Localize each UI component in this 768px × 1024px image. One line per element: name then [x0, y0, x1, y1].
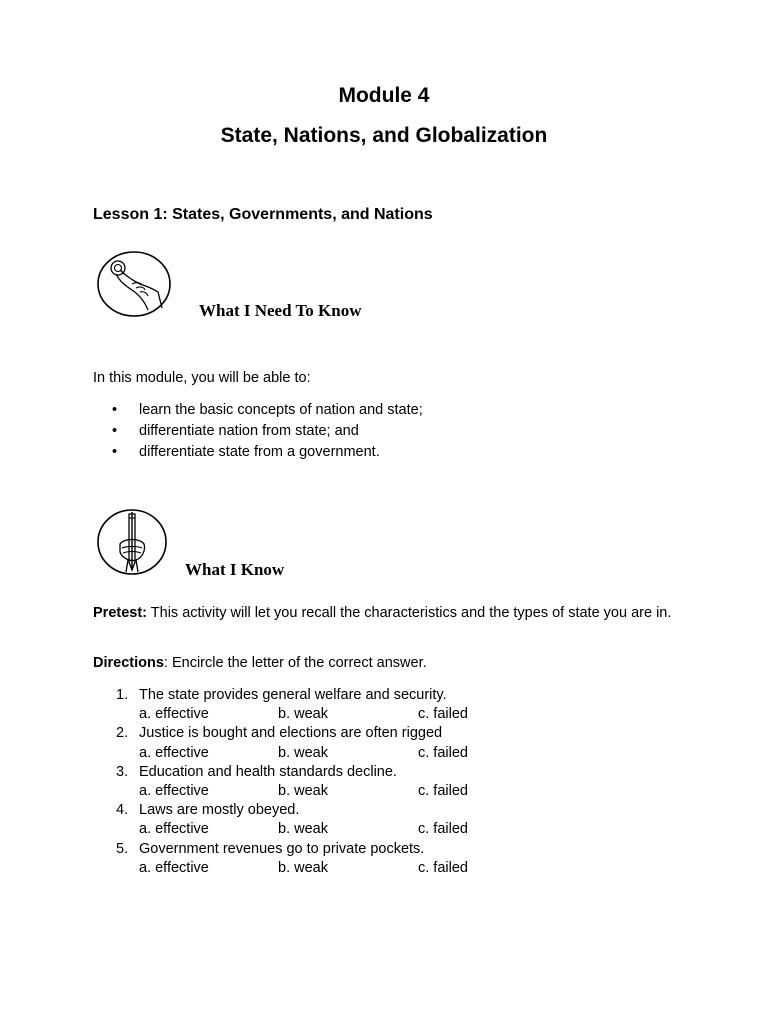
hand-pointing-icon	[96, 250, 174, 320]
question-item: 5. Government revenues go to private pockets. a. effective b. weak c. failed	[116, 840, 447, 878]
pretest-paragraph	[93, 604, 678, 623]
pretest-label: Pretest:	[93, 605, 147, 621]
lesson-title: Lesson 1: States, Governments, and Nations	[93, 206, 433, 223]
objectives-intro: In this module, you will be able to:	[93, 370, 311, 386]
option-c[interactable]: c. failed	[418, 706, 468, 723]
list-item: • differentiate nation from state; and	[112, 423, 359, 439]
question-item: 3. Education and health standards decline. a. effective b. weak c. failed	[116, 763, 447, 801]
section-heading-need-to-know: What I Need To Know	[199, 301, 362, 320]
question-text: Government revenues go to private pockets.	[139, 840, 425, 857]
question-item: 4. Laws are mostly obeyed. a. effective b. weak c. failed	[116, 801, 447, 839]
option-b[interactable]: b. weak	[278, 821, 328, 838]
question-text: Laws are mostly obeyed.	[139, 802, 300, 819]
option-a[interactable]: a. effective	[139, 744, 209, 761]
question-text: Justice is bought and elections are often rigged	[139, 725, 443, 742]
option-c[interactable]: c. failed	[418, 859, 468, 876]
question-text: The state provides general welfare and security.	[139, 687, 447, 703]
option-c[interactable]: c. failed	[418, 782, 468, 799]
question-text: Education and health standards decline.	[139, 763, 397, 780]
option-a[interactable]: a. effective	[139, 821, 209, 838]
option-c[interactable]: c. failed	[418, 744, 468, 761]
hand-pencil-icon	[96, 508, 174, 578]
option-c[interactable]: c. failed	[418, 821, 468, 838]
question-item: 1. The state provides general welfare and security. a. effective b. weak c. failed	[116, 686, 447, 724]
directions-label: Directions	[93, 655, 164, 671]
module-number: Module 4	[338, 84, 430, 107]
section-heading-what-i-know: What I Know	[185, 560, 285, 579]
objectives-list	[112, 400, 423, 463]
option-a[interactable]: a. effective	[139, 706, 209, 723]
option-b[interactable]: b. weak	[278, 859, 328, 876]
pretest-questions	[116, 686, 468, 878]
directions-paragraph	[93, 654, 427, 673]
option-a[interactable]: a. effective	[139, 859, 209, 876]
question-item: 2. Justice is bought and elections are often rigged a. effective b. weak c. failed	[116, 724, 447, 762]
option-b[interactable]: b. weak	[278, 744, 328, 761]
pretest-text: This activity will let you recall the characteristics and the types of state you are in.	[147, 605, 672, 621]
option-a[interactable]: a. effective	[139, 782, 209, 799]
option-b[interactable]: b. weak	[278, 706, 328, 723]
option-b[interactable]: b. weak	[278, 782, 328, 799]
list-item: • differentiate state from a government.	[112, 444, 380, 460]
module-title: State, Nations, and Globalization	[220, 124, 548, 147]
list-item: • learn the basic concepts of nation and state;	[112, 402, 423, 418]
directions-text: : Encircle the letter of the correct answer.	[163, 655, 427, 671]
